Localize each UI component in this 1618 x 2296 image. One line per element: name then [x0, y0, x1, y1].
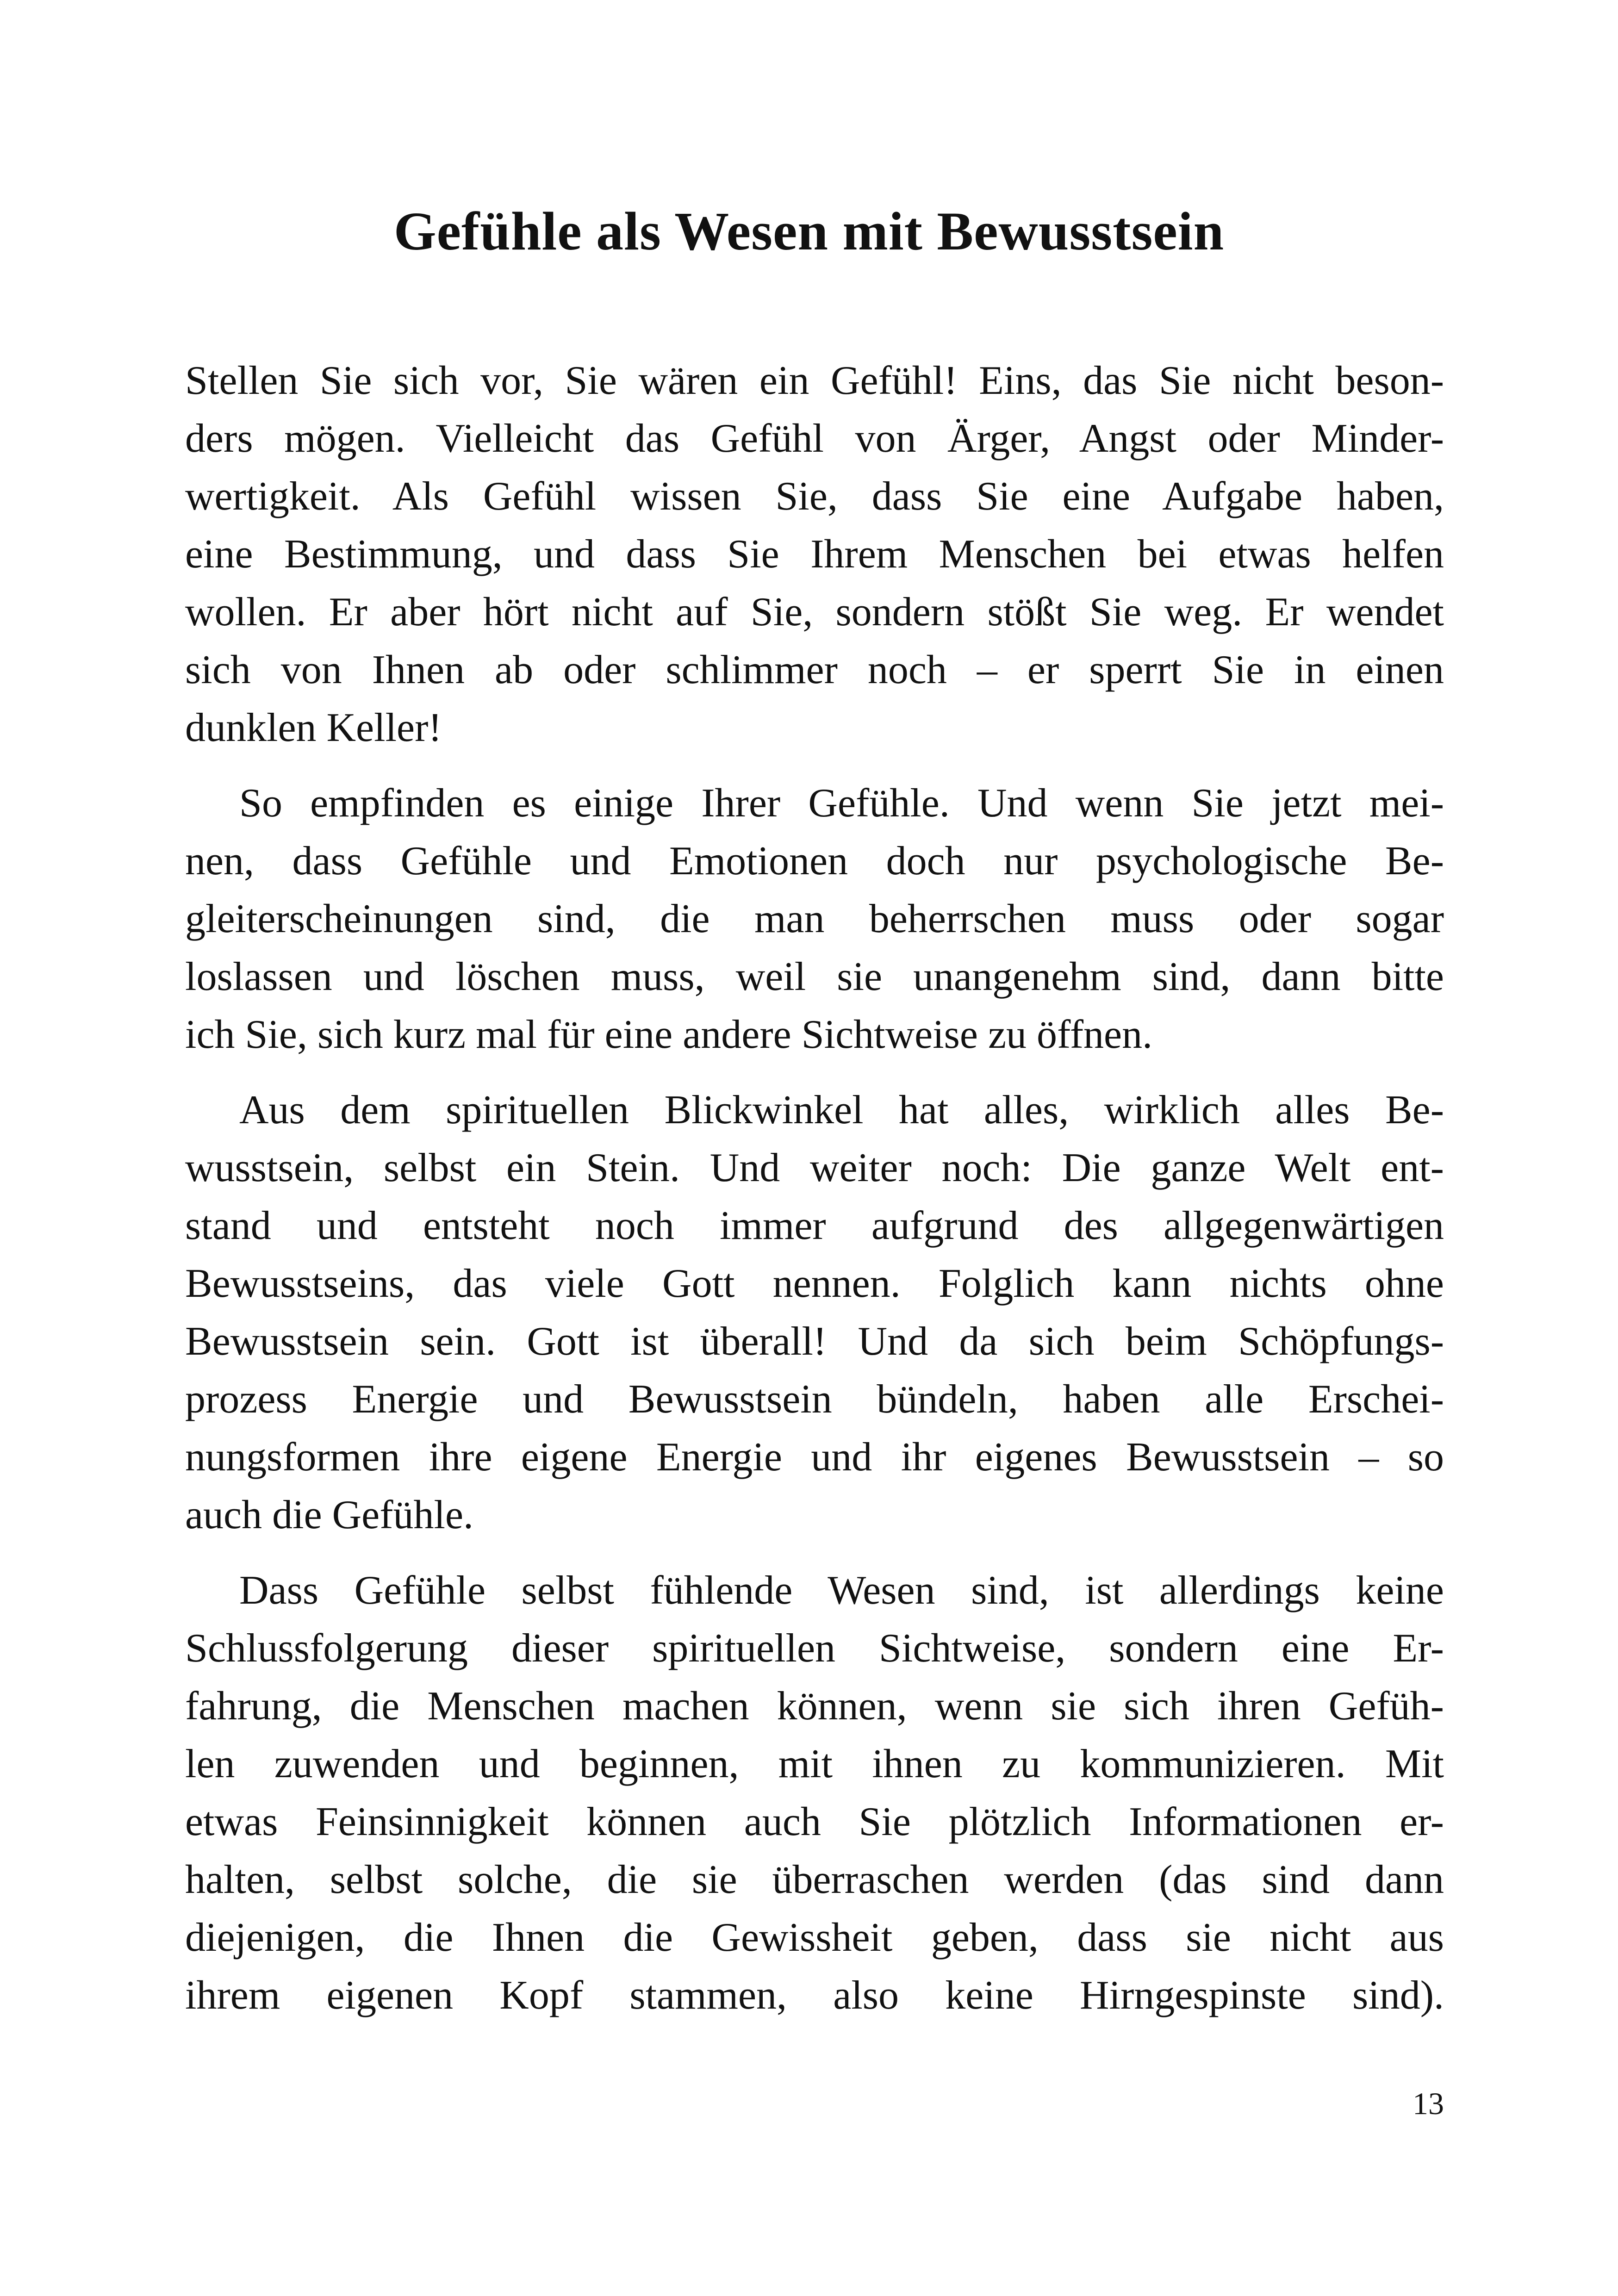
text-line: Aus dem spirituellen Blickwinkel hat alles, wirklich alles Be-	[239, 1088, 1444, 1132]
text-line: Schlussfolgerung dieser spirituellen Sichtweise, sondern eine Er-	[185, 1626, 1444, 1671]
text-line: So empfinden es einige Ihrer Gefühle. Und wenn Sie jetzt mei-	[239, 781, 1444, 826]
chapter-title: Gefühle als Wesen mit Bewusstsein	[393, 201, 1225, 261]
text-line: sich von Ihnen ab oder schlimmer noch – er sperrt Sie in einen	[185, 647, 1444, 692]
text-line: auch die Gefühle.	[185, 1493, 474, 1537]
paragraph	[185, 774, 1444, 1064]
text-line: nen, dass Gefühle und Emotionen doch nur psychologische Be-	[185, 839, 1444, 884]
paragraph	[185, 1562, 1444, 2024]
text-line: ihrem eigenen Kopf stammen, also keine Hirngespinste sind).	[185, 1973, 1444, 2018]
text-line: wertigkeit. Als Gefühl wissen Sie, dass Sie eine Aufgabe haben,	[185, 474, 1444, 519]
text-line: halten, selbst solche, die sie überraschen werden (das sind dann	[185, 1857, 1444, 1902]
text-line: len zuwenden und beginnen, mit ihnen zu kommunizieren. Mit	[185, 1742, 1444, 1786]
text-line: fahrung, die Menschen machen können, wenn sie sich ihren Gefüh-	[185, 1684, 1444, 1729]
text-line: ich Sie, sich kurz mal für eine andere Sichtweise zu öffnen.	[185, 1012, 1153, 1057]
text-line: diejenigen, die Ihnen die Gewissheit geben, dass sie nicht aus	[185, 1915, 1444, 1960]
paragraph	[185, 352, 1444, 757]
paragraph	[185, 1081, 1444, 1544]
text-line: wusstsein, selbst ein Stein. Und weiter noch: Die ganze Welt ent-	[185, 1145, 1444, 1190]
text-line: Dass Gefühle selbst fühlende Wesen sind, ist allerdings keine	[239, 1568, 1444, 1613]
text-line: Stellen Sie sich vor, Sie wären ein Gefühl! Eins, das Sie nicht beson-	[185, 358, 1444, 403]
text-line: ders mögen. Vielleicht das Gefühl von Ärger, Angst oder Minder-	[185, 416, 1444, 461]
text-line: etwas Feinsinnigkeit können auch Sie plötzlich Informationen er-	[185, 1799, 1444, 1844]
body-text	[185, 352, 1444, 2024]
text-line: Bewusstseins, das viele Gott nennen. Folglich kann nichts ohne	[185, 1261, 1444, 1306]
text-line: wollen. Er aber hört nicht auf Sie, sondern stößt Sie weg. Er wendet	[185, 590, 1444, 635]
text-line: stand und entsteht noch immer aufgrund des allgegenwärtigen	[185, 1203, 1444, 1248]
text-line: eine Bestimmung, und dass Sie Ihrem Menschen bei etwas helfen	[185, 532, 1444, 577]
text-line: loslassen und löschen muss, weil sie unangenehm sind, dann bitte	[185, 954, 1444, 999]
text-line: gleiterscheinungen sind, die man beherrschen muss oder sogar	[185, 896, 1444, 941]
text-line: prozess Energie und Bewusstsein bündeln, haben alle Erschei-	[185, 1377, 1444, 1422]
text-line: Bewusstsein sein. Gott ist überall! Und da sich beim Schöpfungs-	[185, 1319, 1444, 1364]
page-number: 13	[1413, 2086, 1444, 2121]
text-line: dunklen Keller!	[185, 705, 442, 750]
text-line: nungsformen ihre eigene Energie und ihr eigenes Bewusstsein – so	[185, 1435, 1444, 1480]
